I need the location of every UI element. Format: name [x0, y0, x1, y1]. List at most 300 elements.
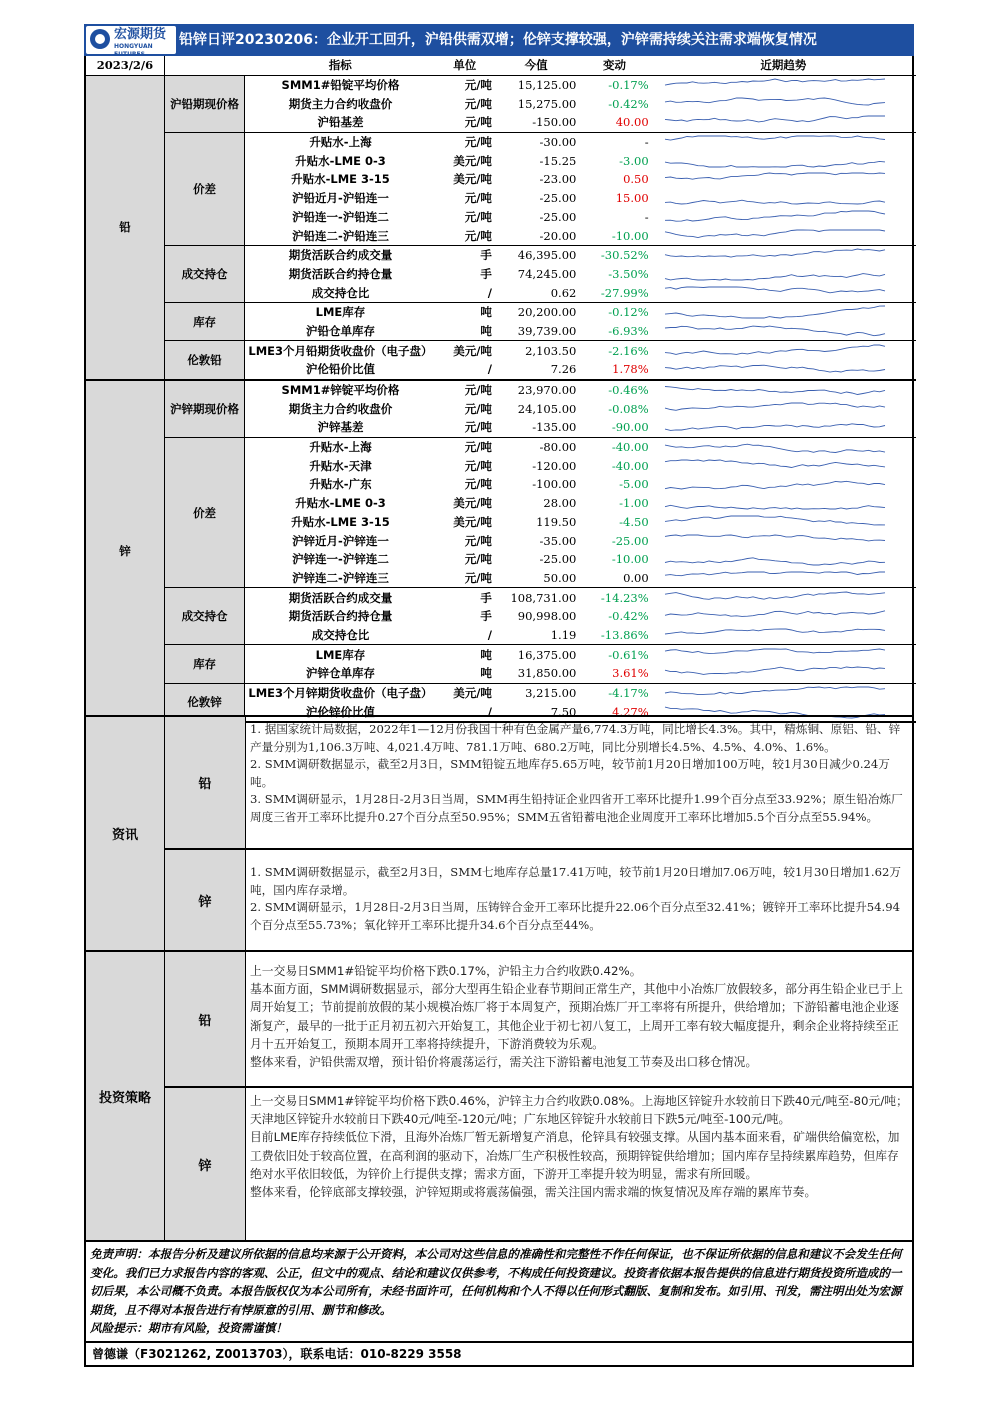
header-trend: 近期趋势 [651, 56, 916, 75]
unit-cell: 美元/吨 [453, 153, 492, 168]
sparkline-cell [651, 588, 916, 607]
unit-cell: 吨 [480, 305, 492, 320]
unit-cell: 元/吨 [464, 401, 492, 416]
unit-cell: 吨 [436, 664, 494, 683]
value-cell: -25.00 [539, 209, 577, 224]
value-cell: 90,998.00 [517, 609, 577, 624]
sparkline-path [665, 667, 885, 674]
unit-cell: 元/吨 [464, 552, 492, 567]
change-cell: -2.16% [608, 343, 649, 358]
indicator-cell: LME库存 [315, 305, 366, 320]
unit-cell: / [436, 283, 494, 302]
sparkline-cell [651, 132, 916, 151]
sparkline-cell [651, 245, 916, 264]
value-cell: 2,103.50 [525, 343, 577, 358]
change-cell: 40.00 [578, 113, 650, 132]
indicator-cell: 沪铅连二-沪铅连三 [245, 226, 436, 245]
value-cell: -100.00 [532, 477, 577, 492]
indicator-cell: SMM1#铅锭平均价格 [281, 78, 400, 93]
group-label: 成交持仓 [164, 245, 244, 302]
strategy-lead-item: 基本面方面，SMM调研数据显示，部分大型再生铅企业春节期间正常生产，其他中小冶炼厂放假较多，部分再生铅企业已于上周开始复工；节前提前放假的某小规模冶炼厂将于本周复产，预期冶炼厂开工率将有所提升，供给增加；下游铅蓄电池企业逐渐复产，最早的一批于正月初五初六开始复工，其他企业于初七初八复工，上周开工率有较大幅度提升，剩余企业将持续至正月十五开始复工，预期本周开工率将持续提升，下游消费较为乐观。 [250, 982, 904, 1051]
sparkline-path [665, 366, 885, 373]
data-table [86, 56, 916, 723]
table-row [86, 245, 916, 264]
value-cell: 46,395.00 [517, 248, 577, 263]
indicator-cell: 沪铅基差 [245, 113, 436, 132]
sparkline-cell [651, 322, 916, 341]
change-cell: -0.46% [608, 383, 649, 398]
value-cell: -25.00 [539, 191, 577, 206]
sparkline [653, 153, 909, 169]
unit-cell: 元/吨 [464, 191, 492, 206]
sparkline-path [665, 629, 885, 634]
unit-cell: 手 [480, 609, 492, 624]
sparkline-cell [651, 75, 916, 94]
change-cell: 3.61% [578, 664, 650, 683]
news-zinc-text [246, 850, 912, 950]
header-date: 2023/2/6 [86, 56, 164, 75]
sparkline-path [665, 482, 885, 490]
indicator-cell: LME3个月锌期货收盘价（电子盘） [248, 686, 433, 701]
unit-cell: 手 [480, 248, 492, 263]
change-cell: 4.27% [578, 702, 650, 722]
sparkline-cell [651, 265, 916, 284]
sparkline-cell [651, 494, 916, 513]
text-panel [84, 715, 914, 1367]
sparkline-path [665, 326, 885, 336]
unit-cell: 元/吨 [464, 209, 492, 224]
unit-cell: 元/吨 [464, 477, 492, 492]
strategy-zinc-item: 上一交易日SMM1#锌锭平均价格下跌0.46%，沪锌主力合约收跌0.08%。上海地区锌锭升水较前日下跌40元/吨至-80元/吨；天津地区锌锭升水较前日下跌40元/吨至-120元/吨；广东地区锌锭升水较前日下跌5元/吨至-100元/吨。 [250, 1094, 908, 1127]
sparkline [653, 77, 909, 93]
group-label: 库存 [164, 645, 244, 683]
value-cell: 15,125.00 [517, 78, 577, 93]
disclaimer [86, 1240, 912, 1341]
value-cell: 7.50 [494, 702, 578, 722]
table-header [86, 56, 916, 75]
change-cell: -0.42% [608, 609, 649, 624]
value-cell: 31,850.00 [494, 664, 578, 683]
indicator-cell: 升贴水-LME 0-3 [295, 496, 386, 511]
unit-cell: 美元/吨 [453, 343, 492, 358]
indicator-cell: 成交持仓比 [245, 283, 436, 302]
sparkline-cell [651, 151, 916, 170]
group-label: 库存 [164, 302, 244, 340]
unit-cell: 手 [480, 266, 492, 281]
sparkline-cell [651, 418, 916, 437]
sparkline-path [665, 274, 885, 280]
sparkline [653, 439, 909, 455]
unit-cell: / [436, 360, 494, 380]
indicator-cell: 升贴水-LME 0-3 [295, 153, 386, 168]
table-row [86, 683, 916, 702]
sparkline-cell [651, 664, 916, 683]
sparkline-path [665, 572, 885, 576]
value-cell: -150.00 [494, 113, 578, 132]
value-cell: 119.50 [536, 514, 577, 529]
news-lead-item: 1. 据国家统计局数据，2022年1—12月份我国十种有色金属产量6,774.3万吨，同比增长4.3%。其中，精炼铜、原铝、铅、锌产量分别为1,106.3万吨、4,021.4万吨、781.1万吨、680.2万吨，同比分别增长4.5%、4.5%、4.0%、1.6%。 [250, 722, 901, 754]
news-lead-label: 铅 [165, 717, 246, 848]
strategy-lead-item: 上一交易日SMM1#铅锭平均价格下跌0.17%，沪铅主力合约收跌0.42%。 [250, 964, 642, 978]
table-row [86, 341, 916, 360]
indicator-cell: 升贴水-上海 [309, 135, 372, 150]
sparkline [653, 608, 909, 624]
strategy-zinc-item: 整体来看，伦锌底部支撑较强，沪锌短期或将震荡偏强，需关注国内需求端的恢复情况及库存端的累库节奏。 [250, 1185, 817, 1200]
indicator-cell: 期货主力合约收盘价 [288, 96, 393, 111]
value-cell: 28.00 [543, 496, 577, 511]
analyst-contact: 曾德谦（F3021262, Z0013703），联系电话：010-8229 3558 [86, 1341, 912, 1365]
unit-cell: 元/吨 [464, 440, 492, 455]
change-cell: -5.00 [619, 477, 649, 492]
indicator-cell: 沪锌仓单库存 [245, 664, 436, 683]
sparkline [653, 247, 909, 263]
table-row [86, 380, 916, 400]
indicator-cell: 期货活跃合约持仓量 [288, 266, 393, 281]
unit-cell: 元/吨 [464, 458, 492, 473]
sparkline-cell [651, 170, 916, 189]
change-cell: -0.42% [608, 96, 649, 111]
change-cell: -90.00 [578, 418, 650, 437]
sparkline [653, 458, 909, 474]
indicator-cell: 沪伦锌价比值 [245, 702, 436, 722]
strategy-lead-item: 整体来看，沪铅供需双增，预计铅价将震荡运行，需关注下游铅蓄电池复工节奏及出口移仓情况。 [250, 1055, 758, 1070]
sparkline-cell [651, 94, 916, 113]
indicator-cell: 沪铅近月-沪铅连一 [292, 191, 389, 206]
section-label: 锌 [86, 380, 164, 722]
sparkline [653, 685, 909, 701]
sparkline [653, 209, 909, 225]
sparkline-path [665, 403, 885, 410]
company-logo [86, 26, 176, 58]
indicator-cell: 沪锌连二-沪锌连三 [245, 569, 436, 588]
sparkline-path [665, 345, 885, 354]
unit-cell: 美元/吨 [453, 172, 492, 187]
value-cell: -20.00 [494, 226, 578, 245]
change-cell: -10.00 [578, 226, 650, 245]
change-cell: -13.86% [578, 626, 650, 645]
sparkline [653, 134, 909, 150]
report-page [84, 24, 914, 723]
indicator-cell: SMM1#锌锭平均价格 [281, 383, 400, 398]
sparkline [653, 570, 909, 586]
unit-cell: 元/吨 [436, 418, 494, 437]
change-cell: -0.12% [608, 305, 649, 320]
news-section [86, 715, 912, 950]
sparkline-cell [651, 645, 916, 664]
sparkline-path [665, 424, 885, 431]
sparkline-path [665, 460, 885, 468]
value-cell: 3,215.00 [525, 686, 577, 701]
logo-english: HONGYUAN FUTURES [114, 43, 153, 58]
value-cell: -135.00 [494, 418, 578, 437]
sparkline-path [665, 387, 885, 395]
indicator-cell: 升贴水-上海 [309, 440, 372, 455]
sparkline [653, 419, 909, 435]
sparkline [653, 266, 909, 282]
change-cell: -0.61% [608, 647, 649, 662]
value-cell: 20,200.00 [517, 305, 577, 320]
table-row [86, 437, 916, 456]
sparkline-path [665, 558, 885, 565]
value-cell: -30.00 [539, 135, 577, 150]
group-label: 价差 [164, 437, 244, 588]
news-lead-text [246, 717, 912, 848]
group-label: 价差 [164, 132, 244, 245]
indicator-cell: 沪铅连一-沪铅连二 [292, 209, 389, 224]
change-cell: -4.50 [619, 514, 649, 529]
sparkline [653, 627, 909, 643]
sparkline-path [665, 136, 885, 140]
value-cell: -25.00 [539, 552, 577, 567]
sparkline-cell [651, 475, 916, 494]
indicator-cell: 期货活跃合约持仓量 [288, 609, 393, 624]
sparkline-path [665, 516, 885, 525]
unit-cell: 元/吨 [464, 533, 492, 548]
sparkline [653, 304, 909, 320]
indicator-cell: LME库存 [315, 647, 366, 662]
sparkline-path [665, 249, 885, 257]
unit-cell: 美元/吨 [453, 496, 492, 511]
change-cell: - [644, 135, 649, 150]
title-bar [84, 24, 914, 56]
unit-cell: / [436, 626, 494, 645]
sparkline-path [665, 444, 885, 452]
strategy-zinc-label: 锌 [165, 1088, 246, 1240]
group-label: 伦敦锌 [164, 683, 244, 722]
change-cell: -30.52% [600, 248, 649, 263]
sparkline [653, 514, 909, 530]
sparkline-cell [651, 341, 916, 360]
sparkline-path [665, 535, 885, 541]
sparkline [653, 114, 909, 130]
indicator-cell: 沪锌基差 [245, 418, 436, 437]
change-cell: -0.17% [608, 78, 649, 93]
group-label: 沪铅期现价格 [164, 75, 244, 132]
change-cell: -40.00 [611, 440, 649, 455]
unit-cell: 元/吨 [464, 135, 492, 150]
change-cell: - [644, 209, 649, 224]
disclaimer-text: 免责声明：本报告分析及建议所依据的信息均来源于公开资料，本公司对这些信息的准确性和完整性不作任何保证，也不保证所依据的信息和建议不会发生任何变化。我们已力求报告内容的客观、公正，但文中的观点、结论和建议仅供参考，不构成任何投资建议。投资者依据本报告提供的信息进行期货投资所造成的一切后果，本公司概不负责。本报告版权仅为本公司所有，未经书面许可，任何机构和个人不得以任何形式翻版、复制和发布。如引用、刊发，需注明出处为宏源期货，且不得对本报告进行有悖原意的引用、删节和修改。 [90, 1247, 902, 1317]
sparkline-cell [651, 283, 916, 302]
sparkline-path [665, 116, 885, 122]
sparkline-cell [651, 550, 916, 569]
value-cell: 0.62 [494, 283, 578, 302]
value-cell: 108,731.00 [510, 590, 577, 605]
sparkline-cell [651, 360, 916, 380]
indicator-cell: 升贴水-LME 3-15 [291, 514, 390, 529]
change-cell: -3.50% [608, 266, 649, 281]
value-cell: 1.19 [494, 626, 578, 645]
sparkline [653, 190, 909, 206]
news-zinc-label: 锌 [165, 850, 246, 950]
news-lead-item: 2. SMM调研数据显示，截至2月3日，SMM铅锭五地库存5.65万吨，较节前1月20日增加100万吨，较1月30日减少0.24万吨。 [250, 757, 890, 789]
sparkline-cell [651, 531, 916, 550]
sparkline [653, 476, 909, 492]
unit-cell: 元/吨 [436, 226, 494, 245]
strategy-zinc-text [246, 1088, 912, 1240]
header-indicator: 指标 [245, 56, 436, 75]
indicator-cell: LME3个月铅期货收盘价（电子盘） [248, 343, 433, 358]
sparkline [653, 96, 909, 112]
sparkline-path [665, 98, 885, 105]
unit-cell: 元/吨 [464, 78, 492, 93]
unit-cell: 美元/吨 [453, 514, 492, 529]
sparkline-cell [651, 113, 916, 132]
group-label: 伦敦铅 [164, 341, 244, 380]
indicator-cell: 升贴水-LME 3-15 [291, 172, 390, 187]
sparkline-cell [651, 683, 916, 702]
value-cell: 39,739.00 [494, 322, 578, 341]
indicator-cell: 升贴水-天津 [309, 458, 372, 473]
unit-cell: 元/吨 [464, 383, 492, 398]
sparkline [653, 533, 909, 549]
indicator-cell: 期货活跃合约成交量 [288, 248, 393, 263]
strategy-section [86, 950, 912, 1240]
indicator-cell: 成交持仓比 [245, 626, 436, 645]
unit-cell: 元/吨 [436, 113, 494, 132]
sparkline [653, 551, 909, 567]
sparkline-cell [651, 380, 916, 400]
sparkline [653, 665, 909, 681]
value-cell: -23.00 [539, 172, 577, 187]
change-cell: 0.50 [623, 172, 649, 187]
change-cell: -14.23% [600, 590, 649, 605]
indicator-cell: 沪锌连一-沪锌连二 [292, 552, 389, 567]
header-change: 变动 [578, 56, 650, 75]
value-cell: 50.00 [494, 569, 578, 588]
sparkline [653, 343, 909, 359]
header-value: 今值 [494, 56, 578, 75]
value-cell: 23,970.00 [517, 383, 577, 398]
report-title: 铅锌日评20230206：企业开工回升，沪铅供需双增；伦锌支撑较强，沪锌需持续关注需求端恢复情况 [179, 32, 817, 48]
news-lead-item: 3. SMM调研显示，1月28日-2月3日当周，SMM再生铅持证企业四省开工率环比提升1.99个百分点至33.92%；原生铅冶炼厂周度三省开工率环比提升0.27个百分点至50.95%；SMM五省铅蓄电池企业周度开工率环比增加5.5个百分点至55.94%。 [250, 792, 903, 824]
sparkline-path [665, 200, 885, 204]
sparkline-cell [651, 189, 916, 208]
sparkline [653, 590, 909, 606]
news-zinc-item: 1. SMM调研数据显示，截至2月3日，SMM七地库存总量17.41万吨，较节前1月20日增加7.06万吨，较1月30日增加1.62万吨，国内库存录增。 [250, 865, 901, 897]
sparkline-cell [651, 626, 916, 645]
sparkline [653, 171, 909, 187]
change-cell: 1.78% [578, 360, 650, 380]
logo-name: 宏源期货 [114, 27, 167, 42]
value-cell: 15,275.00 [517, 96, 577, 111]
change-cell: -0.08% [608, 401, 649, 416]
value-cell: -120.00 [532, 458, 577, 473]
sparkline-path [665, 649, 885, 653]
unit-cell: 元/吨 [436, 569, 494, 588]
sparkline [653, 382, 909, 398]
change-cell: -6.93% [578, 322, 650, 341]
indicator-cell: 沪锌近月-沪锌连一 [292, 533, 389, 548]
sparkline-path [665, 173, 885, 179]
sparkline-cell [651, 456, 916, 475]
unit-cell: 吨 [436, 322, 494, 341]
value-cell: 24,105.00 [517, 401, 577, 416]
change-cell: 15.00 [615, 191, 649, 206]
sparkline-path [665, 306, 885, 318]
sparkline-path [665, 287, 885, 293]
sparkline-cell [651, 607, 916, 626]
indicator-cell: 沪铅仓单库存 [245, 322, 436, 341]
value-cell: -35.00 [539, 533, 577, 548]
sparkline-path [665, 505, 885, 509]
news-label: 资讯 [86, 717, 165, 950]
unit-cell: / [436, 702, 494, 722]
sparkline-cell [651, 208, 916, 227]
sparkline [653, 361, 909, 377]
unit-cell: 吨 [480, 647, 492, 662]
strategy-zinc-item: 目前LME库存持续低位下滑，且海外冶炼厂暂无新增复产消息，伦锌具有较强支撑。从国内基本面来看，矿端供给偏宽松，加工费依旧处于较高位置，在高利润的驱动下，冶炼厂生产积极性较高，预期锌锭供给增加；国内库存呈持续累库趋势，但库存绝对水平依旧较低，为锌价上行提供支撑；需求方面，下游开工率提升较为明显，需求有所回暖。 [250, 1130, 900, 1181]
unit-cell: 美元/吨 [453, 686, 492, 701]
sparkline-cell [651, 437, 916, 456]
table-row [86, 645, 916, 664]
sparkline-path [665, 611, 885, 617]
change-cell: 0.00 [578, 569, 650, 588]
value-cell: 7.26 [494, 360, 578, 380]
strategy-lead-text [246, 952, 912, 1086]
sparkline-path [665, 230, 885, 238]
news-zinc-item: 2. SMM调研显示，1月28日-2月3日当周，压铸锌合金开工率环比提升22.06个百分点至32.41%；镀锌开工率环比提升54.94个百分点至55.73%；氧化锌开工率环比提升34.6个百分点至44%。 [250, 900, 900, 932]
change-cell: -1.00 [619, 496, 649, 511]
sparkline-path [665, 161, 885, 167]
value-cell: -15.25 [539, 153, 577, 168]
change-cell: -27.99% [578, 283, 650, 302]
table-row [86, 75, 916, 94]
sparkline-path [665, 79, 885, 85]
indicator-cell: 期货主力合约收盘价 [288, 401, 393, 416]
header-unit: 单位 [436, 56, 494, 75]
sparkline [653, 228, 909, 244]
sparkline-path [665, 592, 885, 599]
sparkline-path [665, 211, 885, 221]
unit-cell: 元/吨 [464, 96, 492, 111]
sparkline-cell [651, 302, 916, 321]
group-label: 成交持仓 [164, 588, 244, 645]
sparkline-cell [651, 513, 916, 532]
sparkline-cell [651, 226, 916, 245]
sparkline-path [665, 687, 885, 695]
sparkline [653, 647, 909, 663]
risk-warning: 风险提示：期市有风险，投资需谨慎！ [90, 1321, 288, 1336]
strategy-lead-label: 铅 [165, 952, 246, 1086]
strategy-label: 投资策略 [86, 952, 165, 1240]
sparkline-cell [651, 569, 916, 588]
change-cell: -25.00 [611, 533, 649, 548]
change-cell: -10.00 [611, 552, 649, 567]
indicator-cell: 沪伦铅价比值 [245, 360, 436, 380]
value-cell: 74,245.00 [517, 266, 577, 281]
change-cell: -40.00 [611, 458, 649, 473]
change-cell: -4.17% [608, 686, 649, 701]
group-label: 沪锌期现价格 [164, 380, 244, 438]
unit-cell: 手 [480, 590, 492, 605]
section-label: 铅 [86, 75, 164, 380]
sparkline [653, 495, 909, 511]
change-cell: -3.00 [619, 153, 649, 168]
indicator-cell: 期货活跃合约成交量 [288, 590, 393, 605]
sparkline [653, 323, 909, 339]
value-cell: -80.00 [539, 440, 577, 455]
table-row [86, 588, 916, 607]
sparkline-cell [651, 399, 916, 418]
table-row [86, 302, 916, 321]
sparkline [653, 285, 909, 301]
table-row [86, 132, 916, 151]
logo-icon [90, 29, 110, 49]
value-cell: 16,375.00 [517, 647, 577, 662]
indicator-cell: 升贴水-广东 [309, 477, 372, 492]
sparkline [653, 401, 909, 417]
